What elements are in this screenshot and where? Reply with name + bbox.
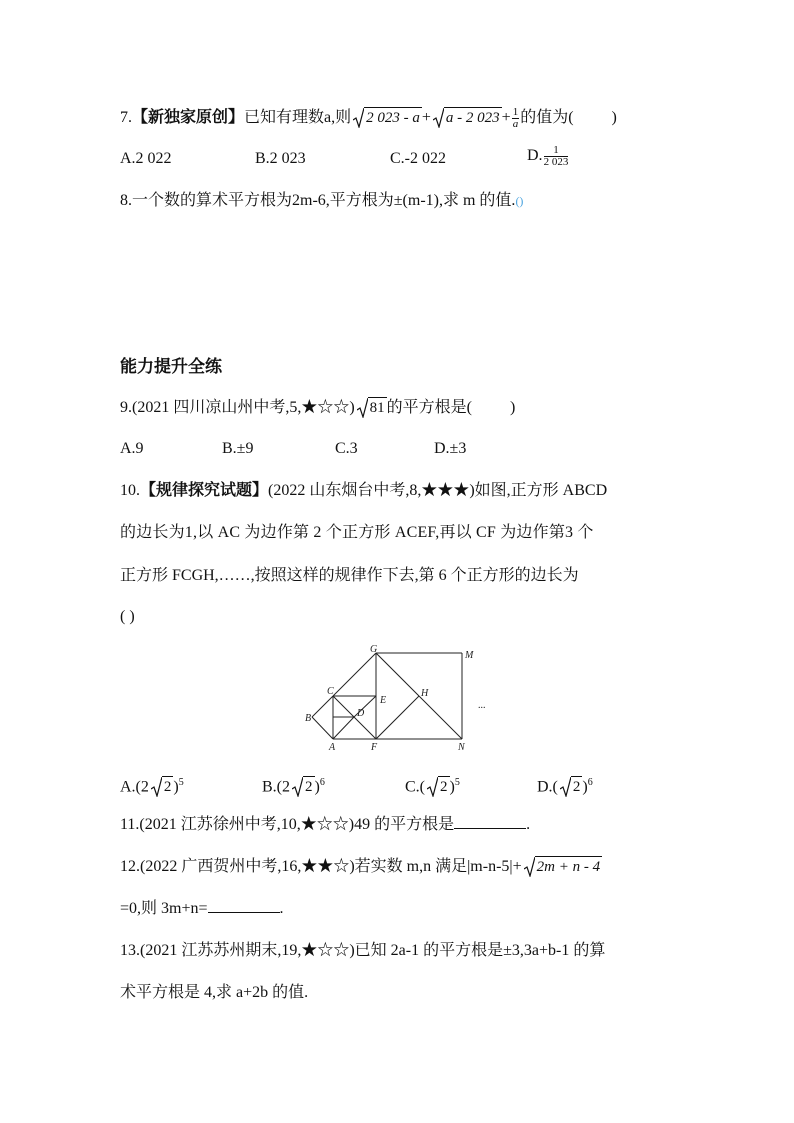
radicand: 2 — [571, 776, 583, 797]
question-12-line-1 — [120, 855, 602, 879]
fraction — [544, 145, 569, 168]
option-label: D.( — [537, 778, 558, 796]
q9-option-a: A.9 — [120, 440, 144, 457]
label-b: B — [305, 713, 312, 724]
question-7-stem — [120, 106, 617, 130]
exponent: 5 — [454, 777, 460, 788]
exponent: 6 — [319, 777, 325, 788]
radicand: 81 — [368, 397, 387, 418]
q7-option-a: A.2 022 — [120, 150, 172, 167]
question-8-stem — [120, 189, 523, 213]
radicand: a - 2 023 — [444, 107, 502, 128]
option-label: D. — [527, 147, 543, 164]
exponent: 6 — [587, 777, 593, 788]
numerator: 1 — [512, 105, 519, 118]
question-tag: 【新独家原创】 — [132, 109, 245, 126]
paren-close: ) — [582, 778, 588, 796]
question-10-line-3: 正方形 FCGH,……,按照这样的规律作下去,第 6 个正方形的边长为 — [120, 567, 579, 584]
question-tag: 【规律探究试题】 — [140, 482, 269, 499]
paren-close: ) — [449, 778, 455, 796]
label-n: N — [458, 742, 465, 753]
label-ellipsis: ... — [478, 700, 486, 711]
q9-option-b: B.±9 — [222, 440, 254, 457]
radicand: 2 — [162, 776, 174, 797]
question-text: (2022 山东烟台中考,8,★★★)如图,正方形 ABCD — [268, 482, 608, 499]
fraction — [512, 107, 520, 130]
q10-option-b — [262, 771, 325, 799]
label-d: D — [357, 708, 365, 719]
period: . — [279, 900, 284, 917]
paren-close: ) — [510, 399, 516, 416]
option-label: A.(2 — [120, 778, 149, 796]
radical-expression — [151, 775, 174, 799]
question-10-line-4: ( ) — [120, 608, 135, 625]
paren-close: ) — [314, 778, 320, 796]
radicand: 2m + n - 4 — [535, 856, 602, 877]
radical-expression — [433, 106, 502, 130]
denominator: 2 023 — [543, 155, 569, 168]
question-12-line-2 — [120, 897, 284, 921]
label-c: C — [327, 686, 334, 697]
question-number: 10. — [120, 482, 140, 499]
q10-option-c — [405, 771, 460, 799]
denominator: a — [512, 117, 519, 130]
answer-blank[interactable] — [208, 898, 280, 913]
q7-option-d — [527, 144, 569, 168]
question-10-line-2: 的边长为1,以 AC 为边作第 2 个正方形 ACEF,再以 CF 为边作第3 个 — [120, 524, 594, 541]
period: . — [526, 816, 531, 833]
radicand: 2 — [438, 776, 450, 797]
question-13-line-1: 13.(2021 江苏苏州期末,19,★☆☆)已知 2a-1 的平方根是±3,3a+b-1 的算 — [120, 942, 606, 959]
question-text: 9.(2021 四川凉山州中考,5,★☆☆) — [120, 399, 355, 416]
plus-sign: + — [501, 109, 511, 126]
answer-blank[interactable] — [454, 814, 526, 829]
question-11-stem — [120, 813, 530, 837]
q10-option-d — [537, 771, 593, 799]
q7-option-b: B.2 023 — [255, 150, 306, 167]
question-text: 12.(2022 广西贺州中考,16,★★☆)若实数 m,n 满足|m-n-5|+ — [120, 858, 522, 875]
radical-expression — [292, 775, 315, 799]
question-text: 已知有理数a,则 — [244, 109, 352, 126]
question-text: 的值为( — [520, 109, 574, 126]
label-e: E — [380, 695, 387, 706]
plus-sign: + — [421, 109, 431, 126]
paren-close: ) — [173, 778, 179, 796]
question-number: 7. — [120, 109, 132, 126]
question-9-stem — [120, 396, 515, 420]
numerator: 1 — [544, 145, 569, 157]
question-text: 8.一个数的算术平方根为2m-6,平方根为±(m-1),求 m 的值. — [120, 192, 516, 209]
q10-option-a — [120, 771, 184, 799]
question-13-line-2: 术平方根是 4,求 a+2b 的值. — [120, 984, 309, 1001]
option-label: C.( — [405, 778, 425, 796]
question-text: 11.(2021 江苏徐州中考,10,★☆☆)49 的平方根是 — [120, 816, 455, 833]
label-g: G — [370, 644, 378, 655]
label-f: F — [371, 742, 378, 753]
q9-option-c: C.3 — [335, 440, 358, 457]
radicand: 2 023 - a — [364, 107, 422, 128]
q9-option-d: D.±3 — [434, 440, 467, 457]
q7-option-c: C.-2 022 — [390, 150, 446, 167]
label-a: A — [329, 742, 336, 753]
question-text: =0,则 3m+n= — [120, 900, 208, 917]
section-title: 能力提升全练 — [120, 357, 222, 376]
option-label: B.(2 — [262, 778, 290, 796]
radical-expression — [560, 775, 583, 799]
question-text: 的平方根是( — [386, 399, 473, 416]
radicand: 2 — [303, 776, 315, 797]
radical-expression — [353, 106, 422, 130]
paren-close: ) — [611, 109, 617, 126]
label-m: M — [465, 650, 474, 661]
radical-expression — [524, 855, 602, 879]
answer-marker: () — [515, 194, 524, 208]
squares-figure — [300, 644, 500, 754]
label-h: H — [421, 688, 429, 699]
question-10-line-1 — [120, 479, 607, 503]
radical-expression — [357, 396, 387, 420]
exponent: 5 — [178, 777, 184, 788]
radical-expression — [427, 775, 450, 799]
